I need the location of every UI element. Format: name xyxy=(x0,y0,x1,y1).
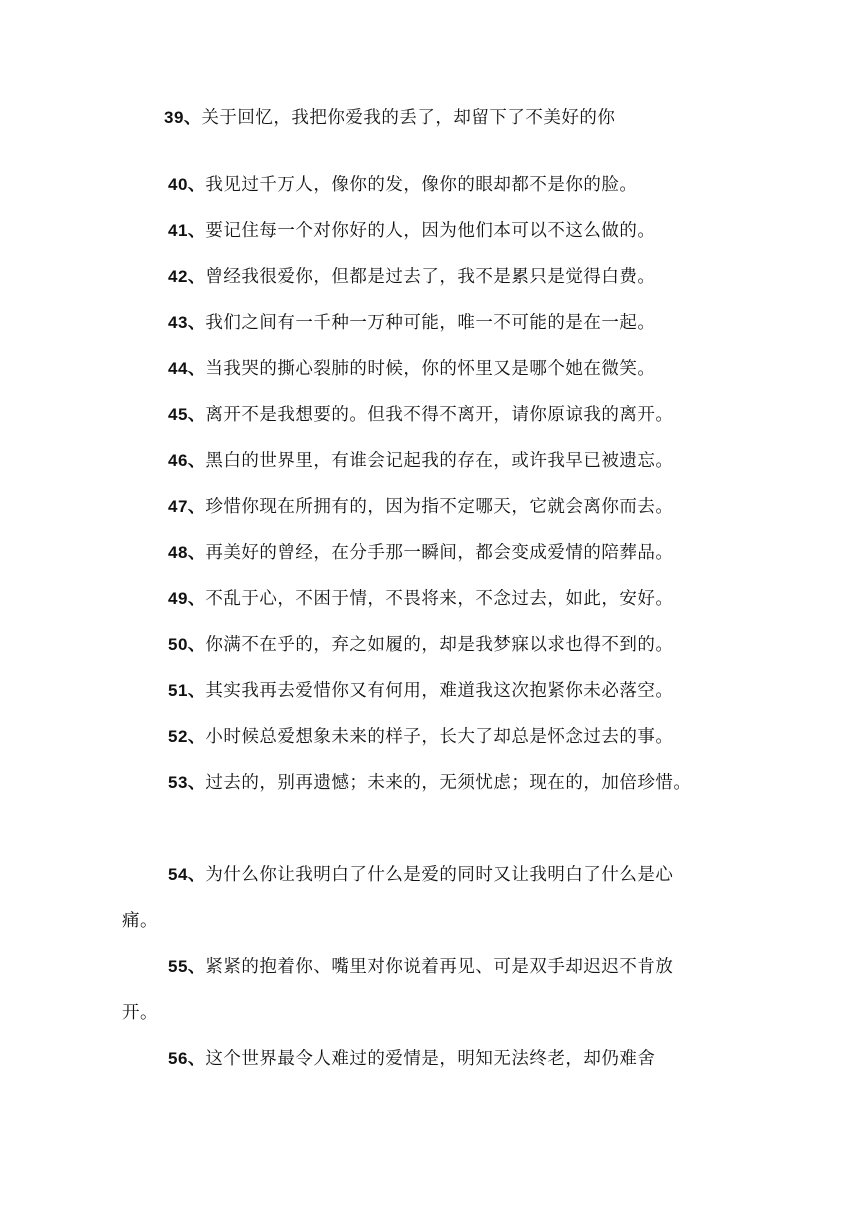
quote-item-53 xyxy=(122,760,702,806)
item-number: 42、 xyxy=(168,267,206,286)
quote-item-39 xyxy=(122,95,702,141)
item-text: 我们之间有一千种一万种可能，唯一不可能的是在一起。 xyxy=(205,313,656,333)
item-number: 44、 xyxy=(168,359,206,378)
item-text: 你满不在乎的，弃之如履的，却是我梦寐以求也得不到的。 xyxy=(205,635,674,655)
quote-item-56 xyxy=(122,1036,702,1082)
item-text: 其实我再去爱惜你又有何用，难道我这次抱紧你未必落空。 xyxy=(205,681,674,701)
item-text: 要记住每一个对你好的人，因为他们本可以不这么做的。 xyxy=(205,221,656,241)
item-number: 48、 xyxy=(168,543,206,562)
quote-item-48 xyxy=(122,530,702,576)
item-number: 50、 xyxy=(168,635,206,654)
item-number: 39、 xyxy=(164,108,202,127)
quote-item-55 xyxy=(122,944,702,1036)
quote-item-47 xyxy=(122,484,702,530)
item-number: 55、 xyxy=(168,957,206,976)
quote-item-42 xyxy=(122,254,702,300)
item-text: 再美好的曾经，在分手那一瞬间，都会变成爱情的陪葬品。 xyxy=(205,543,674,563)
item-number: 53、 xyxy=(168,773,206,792)
item-text: 小时候总爱想象未来的样子，长大了却总是怀念过去的事。 xyxy=(205,727,674,747)
quote-item-44 xyxy=(122,346,702,392)
quote-item-45 xyxy=(122,392,702,438)
quote-item-40 xyxy=(122,162,702,208)
item-number: 51、 xyxy=(168,681,206,700)
item-text: 黑白的世界里，有谁会记起我的存在，或许我早已被遗忘。 xyxy=(205,451,674,471)
item-text: 为什么你让我明白了什么是爱的同时又让我明白了什么是心痛。 xyxy=(122,865,674,931)
quote-item-41 xyxy=(122,208,702,254)
item-number: 45、 xyxy=(168,405,206,424)
quote-item-50 xyxy=(122,622,702,668)
item-number: 56、 xyxy=(168,1049,206,1068)
item-text: 过去的，别再遗憾；未来的，无须忧虑；现在的，加倍珍惜。 xyxy=(205,773,692,793)
item-text: 不乱于心，不困于情，不畏将来，不念过去，如此，安好。 xyxy=(205,589,674,609)
item-text: 离开不是我想要的。但我不得不离开，请你原谅我的离开。 xyxy=(205,405,674,425)
quote-item-49 xyxy=(122,576,702,622)
item-number: 49、 xyxy=(168,589,206,608)
item-number: 52、 xyxy=(168,727,206,746)
item-number: 43、 xyxy=(168,313,206,332)
item-number: 41、 xyxy=(168,221,206,240)
item-text: 我见过千万人，像你的发，像你的眼却都不是你的脸。 xyxy=(205,175,638,195)
item-text: 紧紧的抱着你、嘴里对你说着再见、可是双手却迟迟不肯放开。 xyxy=(122,957,674,1023)
quote-item-51 xyxy=(122,668,702,714)
item-number: 54、 xyxy=(168,865,206,884)
item-text: 珍惜你现在所拥有的，因为指不定哪天，它就会离你而去。 xyxy=(205,497,674,517)
item-number: 47、 xyxy=(168,497,206,516)
quote-item-46 xyxy=(122,438,702,484)
item-text: 当我哭的撕心裂肺的时候，你的怀里又是哪个她在微笑。 xyxy=(205,359,656,379)
item-text: 曾经我很爱你，但都是过去了，我不是累只是觉得白费。 xyxy=(205,267,656,287)
item-text: 这个世界最令人难过的爱情是，明知无法终老，却仍难舍 xyxy=(205,1049,656,1069)
quote-item-52 xyxy=(122,714,702,760)
item-number: 46、 xyxy=(168,451,206,470)
item-text: 关于回忆，我把你爱我的丢了，却留下了不美好的你 xyxy=(201,108,616,128)
item-number: 40、 xyxy=(168,175,206,194)
quote-item-43 xyxy=(122,300,702,346)
quote-item-54 xyxy=(122,852,702,944)
